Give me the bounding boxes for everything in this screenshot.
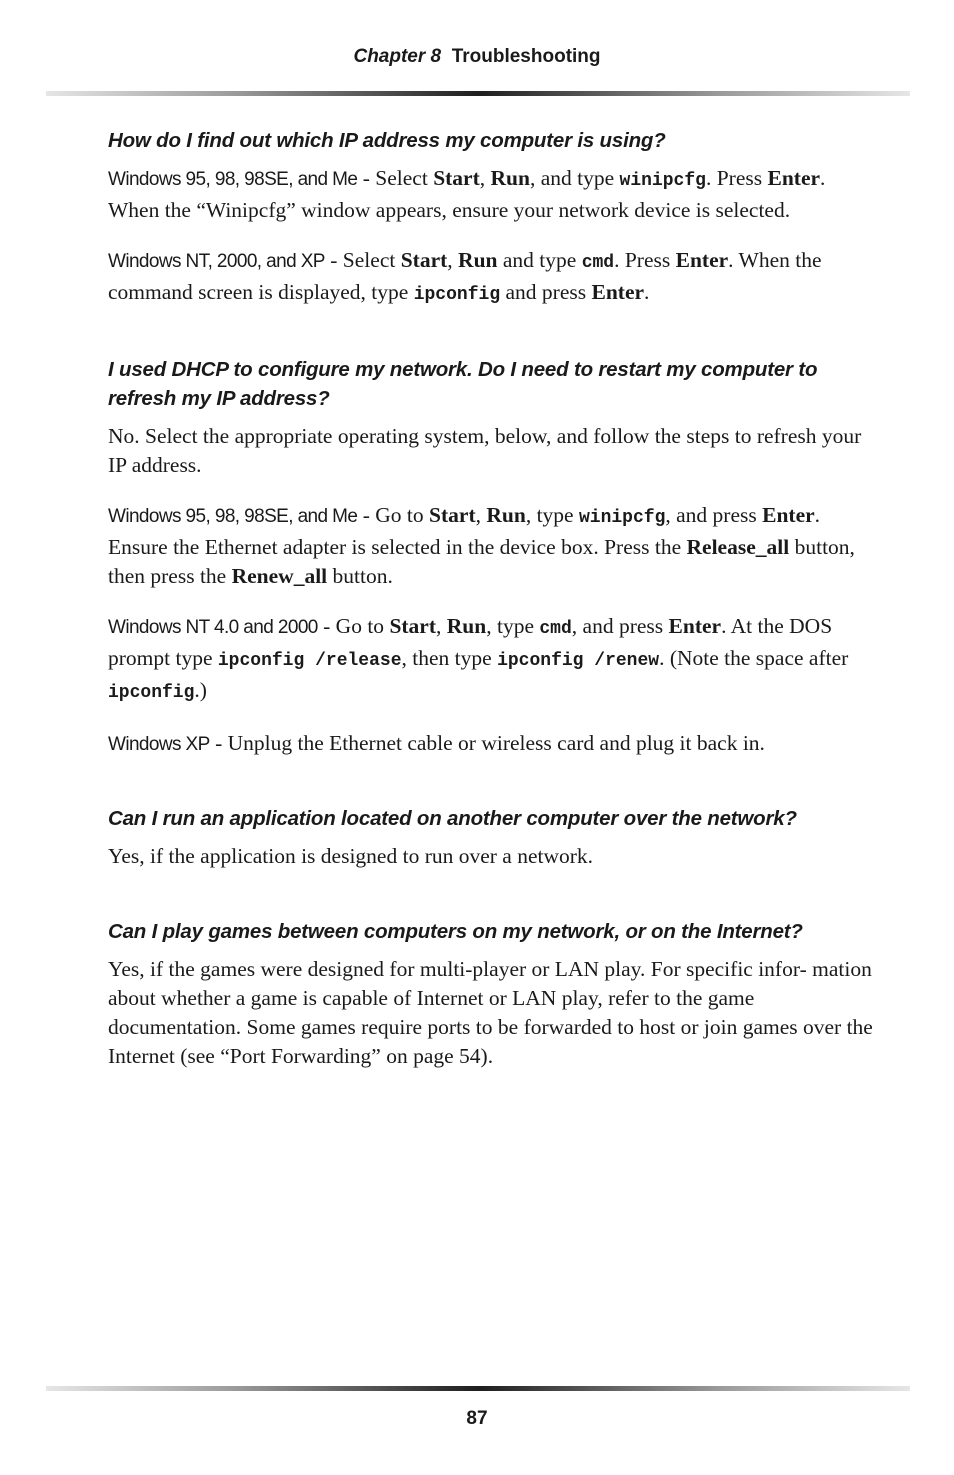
header-chapter: Chapter 8 (353, 46, 442, 67)
os-label: Windows XP (108, 734, 210, 755)
footer-rule (46, 1386, 910, 1391)
header-rule (46, 91, 910, 96)
question-ip-address: How do I find out which IP address my computer is using? (108, 129, 666, 152)
question-dhcp-restart: I used DHCP to configure my network. Do I need to restart my computer to refresh my IP address? (108, 358, 818, 410)
answer-winnt: Windows NT, 2000, and XP - Select Start, Run and type cmd. Press Enter. When the command screen is displayed, type ipconfig and press Enter. (108, 248, 822, 305)
answer-network-games: Yes, if the games were designed for multi-player or LAN play. For specific infor- mation about whether a game is capable of Internet or LAN play, refer to the game documentation. Some games require ports to be forwarded to host or join games over the Internet (see “Port Forwarding” on page 54). (108, 957, 873, 1068)
answer-win95-refresh: Windows 95, 98, 98SE, and Me - Go to Start, Run, type winipcfg, and press Enter. Ensure the Ethernet adapter is selected in the device box. Press the Release_all button, then press the Renew_all button. (108, 503, 855, 588)
os-label: Windows 95, 98, 98SE, and Me (108, 169, 358, 190)
answer-winxp-refresh: Windows XP - Unplug the Ethernet cable or wireless card and plug it back in. (108, 731, 765, 755)
os-label: Windows NT, 2000, and XP (108, 251, 325, 272)
command-text: winipcfg (578, 508, 666, 528)
command-text: ipconfig (413, 285, 501, 305)
command-text: ipconfig /renew (497, 651, 660, 671)
os-label: Windows NT 4.0 and 2000 (108, 617, 318, 638)
command-text: cmd (581, 253, 615, 273)
running-header (0, 46, 954, 68)
command-text: cmd (539, 619, 572, 639)
command-text: ipconfig (108, 683, 195, 703)
command-text: ipconfig /release (217, 651, 402, 671)
answer-winnt-refresh: Windows NT 4.0 and 2000 - Go to Start, Run, type cmd, and press Enter. At the DOS prompt type ipconfig /release, then type ipconfig /renew. (Note the space after ipconfig.) (108, 614, 849, 703)
page-content (108, 126, 873, 1071)
os-label: Windows 95, 98, 98SE, and Me (108, 506, 358, 527)
question-remote-application: Can I run an application located on another computer over the network? (108, 807, 797, 830)
page-number: 87 (466, 1408, 488, 1429)
answer-remote-application: Yes, if the application is designed to run over a network. (108, 844, 594, 868)
answer-intro: No. Select the appropriate operating system, below, and follow the steps to refresh your IP address. (108, 424, 862, 477)
command-text: winipcfg (619, 171, 706, 191)
header-title: Troubleshooting (451, 46, 601, 67)
answer-win95: Windows 95, 98, 98SE, and Me - Select Start, Run, and type winipcfg. Press Enter. When the “Winipcfg” window appears, ensure your network device is selected. (108, 166, 826, 222)
question-network-games: Can I play games between computers on my network, or on the Internet? (108, 920, 803, 943)
